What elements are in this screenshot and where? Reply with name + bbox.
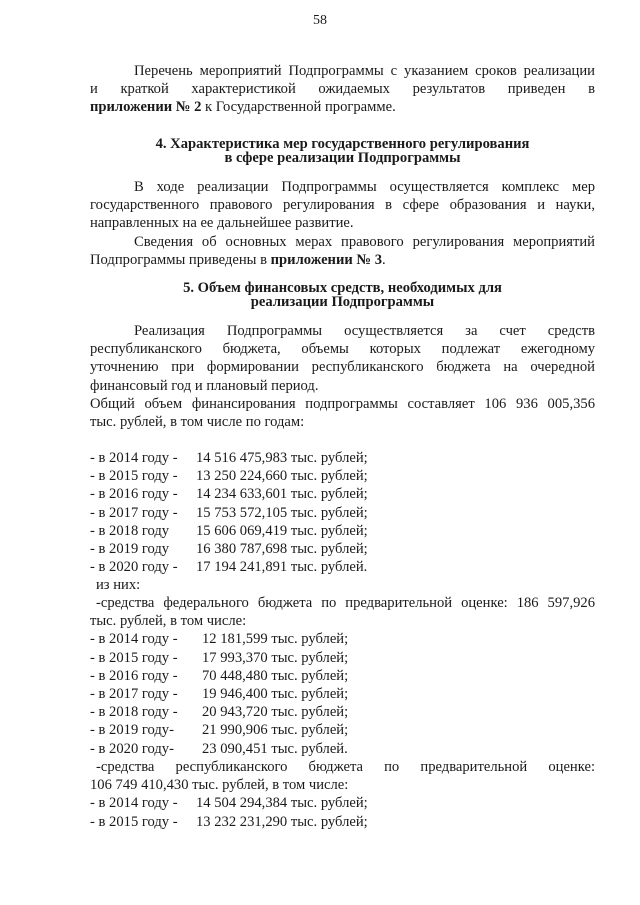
- text-line: Реализация Подпрограммы осуществляется за счет средств: [134, 323, 595, 339]
- year-label: - в 2017 году -: [90, 685, 178, 702]
- of-which-label: из них:: [96, 577, 141, 594]
- intro-paragraph: [90, 62, 595, 117]
- amount: 15 606 069,419 тыс. рублей;: [196, 522, 368, 539]
- text-fragment: Подпрограммы приведены в: [90, 251, 271, 268]
- list-item: [90, 794, 595, 812]
- list-item: [90, 485, 595, 503]
- federal-budget-section: [90, 594, 595, 758]
- year-label: - в 2016 году -: [90, 486, 178, 503]
- year-label: - в 2018 году: [90, 522, 170, 539]
- appendix-2-reference: приложении № 2: [90, 99, 202, 116]
- heading-line: 5. Объем финансовых средств, необходимых для: [183, 280, 502, 296]
- text-line: республиканского бюджета, объемы которых подлежат ежегодному: [90, 341, 595, 358]
- text-line: уточнению при формировании республиканского бюджета на очередной: [90, 359, 595, 376]
- text-line: Общий объем финансирования подпрограммы составляет 106 936 005,356: [90, 395, 595, 412]
- amount: 14 504 294,384 тыс. рублей;: [196, 795, 368, 812]
- section-4-body: [90, 178, 595, 269]
- amount: 70 448,480 тыс. рублей;: [202, 667, 349, 684]
- year-label: - в 2014 году -: [90, 450, 178, 466]
- amount: 14 516 475,983 тыс. рублей;: [196, 450, 368, 466]
- amount: 13 232 231,290 тыс. рублей;: [196, 813, 368, 830]
- text-fragment: к Государственной программе.: [201, 99, 396, 116]
- heading-line: в сфере реализации Подпрограммы: [224, 150, 461, 166]
- amount: 19 946,400 тыс. рублей;: [202, 685, 349, 702]
- amount: 20 943,720 тыс. рублей;: [202, 704, 349, 721]
- amount: 13 250 224,660 тыс. рублей;: [196, 468, 368, 485]
- text-line: -средства республиканского бюджета по предварительной оценке:: [96, 759, 595, 775]
- list-item: [90, 449, 595, 467]
- republican-budget-section: [90, 758, 595, 831]
- list-item: [90, 685, 595, 703]
- year-label: - в 2014 году -: [90, 631, 178, 648]
- list-item: [90, 740, 595, 758]
- year-label: - в 2015 году -: [90, 813, 178, 830]
- year-label: - в 2020 году -: [90, 559, 178, 576]
- appendix-3-reference: приложении № 3: [270, 251, 383, 268]
- heading-line: 4. Характеристика мер государственного регулирования: [155, 136, 530, 152]
- list-item: [90, 504, 595, 522]
- text-line: и краткой характеристикой ожидаемых результатов приведен в: [90, 81, 595, 98]
- year-label: - в 2017 году -: [90, 504, 178, 521]
- list-item: [90, 703, 595, 721]
- section-4-heading: [90, 137, 595, 165]
- amount: 15 753 572,105 тыс. рублей;: [196, 504, 368, 521]
- list-item: [90, 630, 595, 648]
- list-item: [90, 813, 595, 831]
- list-item: [90, 540, 595, 558]
- total-funding-list: [90, 449, 595, 595]
- section-5-heading: [90, 281, 595, 309]
- list-item: [90, 467, 595, 485]
- text-line: [90, 251, 595, 269]
- page-number: 58: [313, 13, 327, 28]
- text-line: финансовый год и плановый период.: [90, 377, 319, 394]
- year-label: - в 2015 году -: [90, 468, 178, 485]
- amount: 14 234 633,601 тыс. рублей;: [196, 486, 368, 503]
- text-line: государственного правового регулирования в сфере образования и науки,: [90, 197, 595, 214]
- text-line: 106 749 410,430 тыс. рублей, в том числе:: [90, 777, 349, 794]
- amount: 16 380 787,698 тыс. рублей;: [196, 540, 368, 557]
- list-item: [90, 721, 595, 739]
- text-line: -средства федерального бюджета по предварительной оценке: 186 597,926: [96, 595, 595, 611]
- text-line: тыс. рублей, в том числе по годам:: [90, 414, 305, 431]
- list-item: [90, 558, 595, 576]
- amount: 23 090,451 тыс. рублей.: [202, 740, 348, 757]
- amount: 17 993,370 тыс. рублей;: [202, 649, 349, 666]
- list-item: [90, 522, 595, 540]
- year-label: - в 2020 году-: [90, 740, 174, 757]
- year-label: - в 2015 году -: [90, 649, 178, 666]
- list-item: [90, 667, 595, 685]
- text-fragment: .: [382, 251, 386, 268]
- text-line: [90, 98, 595, 116]
- amount: 17 194 241,891 тыс. рублей.: [196, 559, 368, 576]
- year-label: - в 2018 году -: [90, 704, 178, 721]
- text-line: направленных на ее дальнейшее развитие.: [90, 215, 354, 232]
- text-line: тыс. рублей, в том числе:: [90, 613, 247, 630]
- year-label: - в 2019 году: [90, 540, 170, 557]
- list-item: [90, 649, 595, 667]
- text-line: Сведения об основных мерах правового регулирования мероприятий: [134, 233, 595, 250]
- text-line: В ходе реализации Подпрограммы осуществляется комплекс мер: [134, 179, 595, 195]
- amount: 12 181,599 тыс. рублей;: [202, 631, 349, 648]
- section-5-body: [90, 322, 595, 431]
- text-line: Перечень мероприятий Подпрограммы с указанием сроков реализации: [134, 63, 595, 79]
- year-label: - в 2014 году -: [90, 795, 178, 812]
- year-label: - в 2016 году -: [90, 667, 178, 684]
- amount: 21 990,906 тыс. рублей;: [202, 722, 349, 739]
- year-label: - в 2019 году-: [90, 722, 174, 739]
- heading-line: реализации Подпрограммы: [250, 294, 435, 310]
